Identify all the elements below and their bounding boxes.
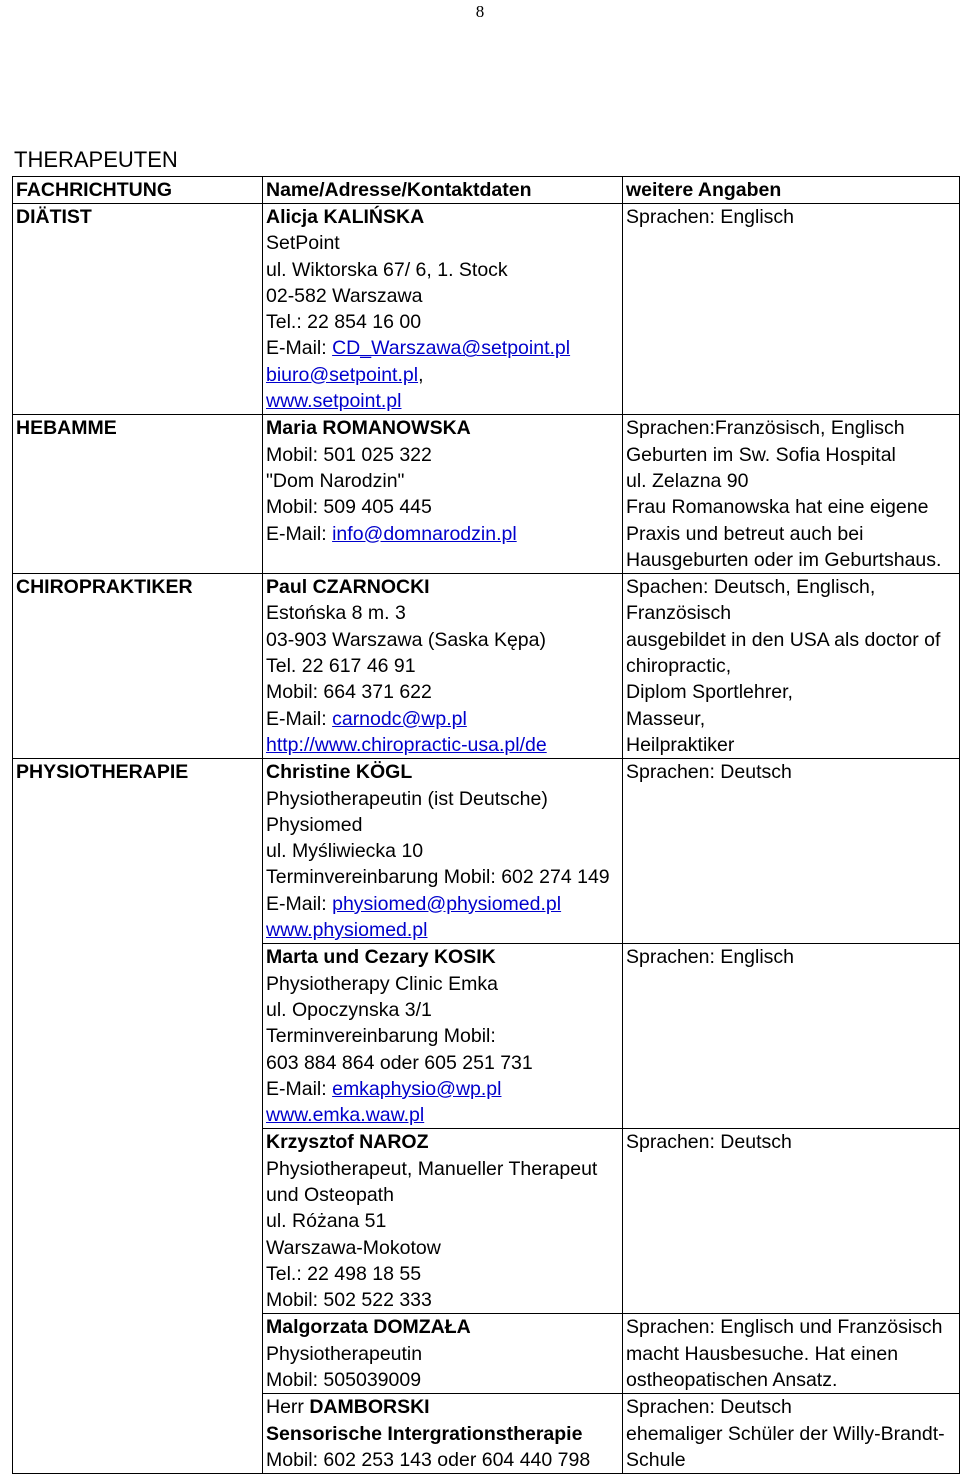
table-header-row (13, 177, 960, 204)
email-link[interactable]: emkaphysio@wp.pl (332, 1077, 502, 1100)
email-label: E-Mail: (266, 337, 333, 360)
detail-line: Estońska 8 m. 3 (266, 602, 406, 625)
web-line (266, 732, 622, 758)
info-line: Sprachen: Englisch (626, 206, 795, 228)
detail-line: 03-903 Warszawa (Saska Kępa) (266, 628, 546, 651)
email-line (266, 521, 622, 547)
detail-line: Mobil: 664 371 622 (266, 681, 432, 704)
column-header-info: weitere Angaben (623, 177, 960, 204)
web-line (266, 1102, 622, 1128)
info-line: Spachen: Deutsch, Englisch, (626, 576, 876, 599)
therapist-name: Maria ROMANOWSKA (266, 417, 471, 440)
table-row (13, 574, 960, 759)
name-prefix: Herr (266, 1396, 310, 1419)
detail-line: Tel.: 22 498 18 55 (266, 1262, 422, 1285)
detail-line: Mobil: 509 405 445 (266, 496, 432, 519)
detail-line: und Osteopath (266, 1183, 394, 1206)
web-line (266, 388, 622, 414)
therapist-name: Alicja KALIŃSKA (266, 206, 425, 228)
therapist-name-line (266, 1394, 622, 1420)
category-cell: PHYSIOTHERAPIE (13, 759, 263, 1474)
email-line (266, 1076, 622, 1102)
therapist-name: Paul CZARNOCKI (266, 576, 430, 599)
info-cell (623, 944, 960, 1129)
email-link[interactable]: carnodc@wp.pl (332, 707, 467, 730)
info-line: Sprachen: Deutsch (626, 1131, 792, 1154)
info-line: macht Hausbesuche. Hat einen (626, 1342, 899, 1365)
detail-line: Warszawa-Mokotow (266, 1236, 441, 1259)
detail-line: Physiotherapy Clinic Emka (266, 972, 498, 995)
email-line (266, 362, 622, 388)
info-line: Schule (626, 1448, 686, 1471)
email-line (266, 335, 622, 361)
detail-line: "Dom Narodzin" (266, 469, 405, 492)
info-line: ostheopatischen Ansatz. (626, 1369, 838, 1392)
info-line: Hausgeburten oder im Geburtshaus. (626, 548, 942, 571)
detail-line: ul. Opoczynska 3/1 (266, 998, 432, 1021)
info-line: chiropractic, (626, 655, 732, 678)
detail-line: SetPoint (266, 232, 340, 255)
therapist-name: Marta und Cezary KOSIK (266, 946, 496, 969)
therapist-name: Krzysztof NAROZ (266, 1131, 429, 1154)
email-label: E-Mail: (266, 707, 333, 730)
info-line: Praxis und betreut auch bei (626, 522, 864, 545)
contact-cell (263, 944, 623, 1129)
contact-cell (263, 574, 623, 759)
category-cell: DIÄTIST (13, 204, 263, 415)
detail-line: Physiomed (266, 813, 363, 836)
info-cell (623, 204, 960, 415)
detail-line: Mobil: 505039009 (266, 1369, 422, 1392)
info-line: Sprachen: Englisch (626, 946, 795, 969)
email-link[interactable]: CD_Warszawa@setpoint.pl (332, 337, 571, 360)
info-line: Französisch (626, 602, 732, 625)
category-cell: HEBAMME (13, 415, 263, 574)
detail-line: Terminvereinbarung Mobil: (266, 1025, 496, 1048)
detail-line: Physiotherapeutin (ist Deutsche) (266, 787, 548, 810)
info-line: Geburten im Sw. Sofia Hospital (626, 443, 896, 466)
info-line: Diplom Sportlehrer, (626, 681, 793, 704)
info-cell (623, 415, 960, 574)
detail-line: Tel.: 22 854 16 00 (266, 311, 422, 334)
info-cell (623, 759, 960, 944)
email-label: E-Mail: (266, 1077, 333, 1100)
info-line: ul. Zelazna 90 (626, 469, 749, 492)
detail-line: Mobil: 501 025 322 (266, 443, 432, 466)
email-link[interactable]: info@domnarodzin.pl (332, 522, 517, 545)
website-link[interactable]: www.emka.waw.pl (266, 1104, 425, 1127)
therapist-name: Malgorzata DOMZAŁA (266, 1316, 471, 1339)
detail-line: ul. Wiktorska 67/ 6, 1. Stock (266, 258, 508, 281)
info-line: Sprachen: Deutsch (626, 761, 792, 784)
detail-line: Mobil: 602 253 143 oder 604 440 798 (266, 1448, 591, 1471)
separator: , (418, 363, 424, 386)
column-header-category: FACHRICHTUNG (13, 177, 263, 204)
info-line: Frau Romanowska hat eine eigene (626, 496, 929, 519)
detail-line: Mobil: 502 522 333 (266, 1289, 432, 1312)
detail-line: Physiotherapeut, Manueller Therapeut (266, 1157, 598, 1180)
info-cell (623, 1129, 960, 1314)
web-line (266, 917, 622, 943)
detail-line: Physiotherapeutin (266, 1342, 423, 1365)
email-label: E-Mail: (266, 522, 333, 545)
contact-cell (263, 415, 623, 574)
therapy-type: Sensorische Intergrationstherapie (266, 1422, 583, 1445)
detail-line: 603 884 864 oder 605 251 731 (266, 1051, 533, 1074)
table-row (13, 759, 960, 944)
detail-line: Tel. 22 617 46 91 (266, 655, 416, 678)
page-number: 8 (475, 2, 485, 21)
info-cell (623, 1314, 960, 1394)
email-link[interactable]: biuro@setpoint.pl (266, 363, 419, 386)
detail-line: Terminvereinbarung Mobil: 602 274 149 (266, 866, 610, 889)
detail-line: ul. Myśliwiecka 10 (266, 840, 424, 863)
detail-line: 02-582 Warszawa (266, 284, 423, 307)
website-link[interactable]: http://www.chiropractic-usa.pl/de (266, 733, 547, 756)
therapist-table (12, 176, 960, 1474)
contact-cell (263, 1129, 623, 1314)
email-link[interactable]: physiomed@physiomed.pl (332, 892, 562, 915)
website-link[interactable]: www.setpoint.pl (266, 390, 402, 413)
page-title: THERAPEUTEN (14, 147, 178, 172)
email-line (266, 706, 622, 732)
therapist-name: DAMBORSKI (309, 1396, 430, 1419)
table-row (13, 415, 960, 574)
therapist-name: Christine KÖGL (266, 761, 413, 784)
website-link[interactable]: www.physiomed.pl (266, 919, 428, 942)
info-cell (623, 574, 960, 759)
table-row (13, 204, 960, 415)
contact-cell (263, 759, 623, 944)
info-cell (623, 1394, 960, 1474)
contact-cell (263, 1314, 623, 1394)
detail-line: ul. Różana 51 (266, 1210, 387, 1233)
info-line: Heilpraktiker (626, 733, 735, 756)
info-line: Sprachen: Englisch und Französisch (626, 1316, 943, 1339)
column-header-contact: Name/Adresse/Kontaktdaten (263, 177, 623, 204)
contact-cell (263, 1394, 623, 1474)
category-cell: CHIROPRAKTIKER (13, 574, 263, 759)
contact-cell (263, 204, 623, 415)
email-label: E-Mail: (266, 892, 333, 915)
info-line: Masseur, (626, 707, 706, 730)
info-line: Sprachen: Deutsch (626, 1396, 792, 1419)
info-line: Sprachen:Französisch, Englisch (626, 417, 905, 440)
email-line (266, 891, 622, 917)
info-line: ehemaliger Schüler der Willy-Brandt- (626, 1422, 945, 1445)
info-line: ausgebildet in den USA als doctor of (626, 628, 941, 651)
